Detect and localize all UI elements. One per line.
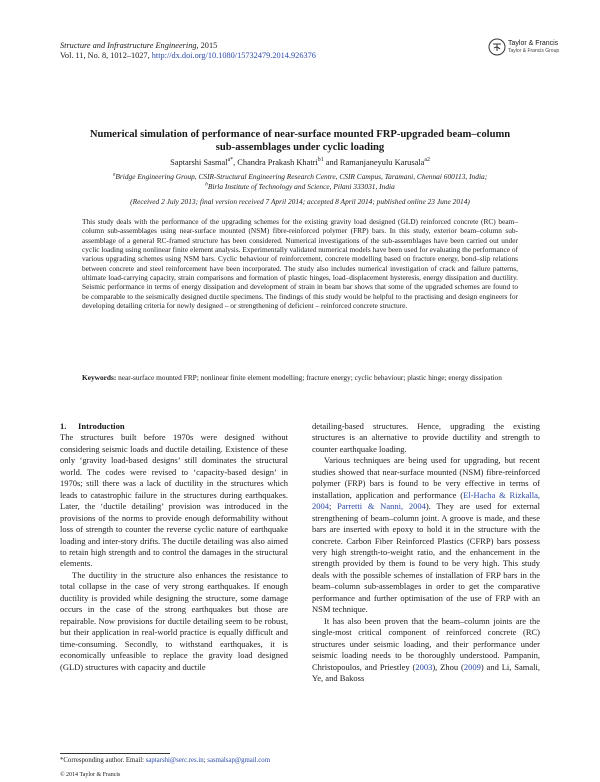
body-column-right [312,421,540,684]
author-2: Chandra Prakash Khatri [237,158,318,167]
footnote-rule [60,753,170,754]
affiliation-a: Bridge Engineering Group, CSIR-Structural Engineering Research Centre, CSIR Campus, Taramani, Chennai 600113, India; [115,172,488,181]
affiliation-a-marker: a [112,171,116,178]
doi-link[interactable]: http://dx.doi.org/10.1080/15732479.2014.926376 [151,51,316,60]
section-number: 1. [60,421,67,431]
journal-header [60,41,316,61]
paragraph-text: ) and Li, Samali, Ye, and Bakoss [312,661,540,683]
affiliations [60,172,540,191]
paragraph-text: ), Zhou ( [432,661,464,672]
received-dates: (Received 2 July 2013; final version received 7 April 2014; accepted 8 April 2014; published online 23 June 2014) [130,197,470,206]
author-3: Ramanjaneyulu Karusala [339,158,425,167]
paragraph-text: It has also been proven that the beam–column joints are the single-most critical component of reinforced concrete (RC) structures under seismic loading, and their performance under seismic loading needs to be thoroughly understood. Pampanin, Christopoulos, and Priestley ( [312,615,540,672]
paragraph [312,455,540,615]
affiliation-b: Birla Institute of Technology and Science, Pilani 333031, India [207,181,395,191]
email-link[interactable]: saptarshi@serc.res.in [145,757,204,764]
journal-year: , 2015 [196,41,218,50]
affiliation-b-marker: b [205,181,208,188]
author-2-affil[interactable]: b1 [317,157,324,164]
section-title: Introduction [78,421,125,431]
abstract-text: This study deals with the performance of the upgrading schemes for the existing gravity load designed (GLD) reinforced concrete (RC) beam–column sub-assemblages using near-surface mounted (NSM) fibre-reinforced polymer (FRP) bars. In this study, exterior beam–column sub-assemblage of a general RC-framed structure has been considered. Numerical investigations of the sub-assemblages have been carried out under cyclic loading using nonlinear finite element analysis. Experimentally validated numerical models have been used for evaluating the performance of various upgrading schemes using NSM bars. Cyclic behaviour of reinforcement, concrete modelling based on fracture energy, bond–slip relations between concrete and steel reinforcement have been incorporated. The study also includes numerical investigation of crack and failure patterns, ultimate load-carrying capacity, strain comparisons and formation of plastic hinges, load–displacement hysteresis, energy dissipation and ductility. Seismic performance in terms of energy dissipation and development of strain in beam bar shows that some of the upgraded schemes are found to be comparable to the seismically designed ductile specimens. The findings of this study would be helpful to the practising and design engineers for developing detailing criteria for newly designed – or strengthening of deficient – reinforced concrete structure. [82,217,518,311]
footnote-label: *Corresponding author. Email: [60,757,146,764]
copyright: © 2014 Taylor & Francis [60,772,121,778]
email-link[interactable]: sasmalsap@gmail.com [207,757,270,764]
paragraph: detailing-based structures. Hence, upgrading the existing structures is an alternative to provide ductility and strength to counter earthquake loading. [312,421,540,454]
publisher-logo [488,38,560,58]
paragraph-text: Various techniques are being used for upgrading, but recent studies showed that near-surface mounted (NSM) fibre-reinforced polymer (FRP) bars is found to be very effective in terms of installation, application and performance ( [312,455,540,500]
citation-link[interactable]: 2003 [415,661,433,672]
section-heading [60,421,288,432]
author-list [60,158,540,168]
journal-volume: Vol. 11, No. 8, 1012–1027, [60,51,152,60]
paragraph [312,616,540,685]
paragraph: The ductility in the structure also enhances the resistance to total collapse in the case of very strong earthquakes. If enough ductility is provided while designing the structure, some damage occurs in the case of the strong earthquakes but those are repairable. Now provisions for ductile detailing seem to be robust, but their application in real-world practice is equally difficult and time-consuming. Secondly, to withstand earthquakes, it is economically unfeasible to replace the gravity load designed (GLD) structures with capacity and ductile [60,569,288,672]
footnote [60,757,270,765]
body-column-left [60,421,288,673]
citation-link[interactable]: 2009 [463,661,481,672]
footnote-separator: ; [203,757,208,764]
journal-name: Structure and Infrastructure Engineering [60,41,197,50]
author-separator: , [233,158,238,167]
title-line-2: sub-assemblages under cyclic loading [215,142,385,153]
citation-link[interactable]: El-Hacha & Rizkalla, 2004 [312,489,540,512]
keywords-text: near-surface mounted FRP; nonlinear finite element modelling; fracture energy; cyclic behaviour; plastic hinge; energy dissipation [116,373,502,382]
paragraph-text: ). They are used for external strengthening of beam–column joint. A groove is made, and these bars are inserted with epoxy to hold it in the structure with the concrete. Carbon Fiber Reinforced Plastics (CFRP) bars possess very high strength-to-weight ratio, and the enhancement in the strength provided by them is found to be very high. This study deals with the possible schemes of installation of FRP bars in the beam–column sub-assemblages in order to get the comparative performance and further optimisation of the use of FRP with an NSM technique. [312,501,540,615]
article-title [60,128,540,154]
publisher-group: Taylor & Francis Group [508,48,560,54]
publisher-name: Taylor & Francis [508,40,559,47]
keywords-label: Keywords: [82,373,117,382]
citation-link[interactable]: Parretti & Nanni, 2004 [337,501,426,512]
author-1: Saptarshi Sasmal [170,158,228,167]
author-1-affil[interactable]: a* [227,157,234,164]
taylor-francis-logo-icon [488,38,506,56]
author-3-affil[interactable]: a2 [424,157,430,164]
paragraph-text: ; [329,501,338,512]
abstract [82,217,518,310]
title-line-1: Numerical simulation of performance of near-surface mounted FRP-upgraded beam–column [89,129,511,140]
paragraph: The structures built before 1970s were designed without considering seismic loads and ductile detailing. Existence of these only ‘gravity load-based designs’ still dominates the structural world. The codes were revised to ‘capacity-based design’ in 1970s; still there was a lack of ductility in the structures which leads to catastrophic failure in the structures during earthquakes. Later, the ‘ductile detailing’ provision was introduced in the provisions of the norms to provide enough deformability without loss of strength to counter the reverse cyclic nature of earthquake loading and inter-story drifts. The ductile detailing was also aimed to retain high strength and to control the damages in the structural elements. [60,432,288,569]
author-separator: and [323,158,340,167]
keywords [82,373,518,382]
